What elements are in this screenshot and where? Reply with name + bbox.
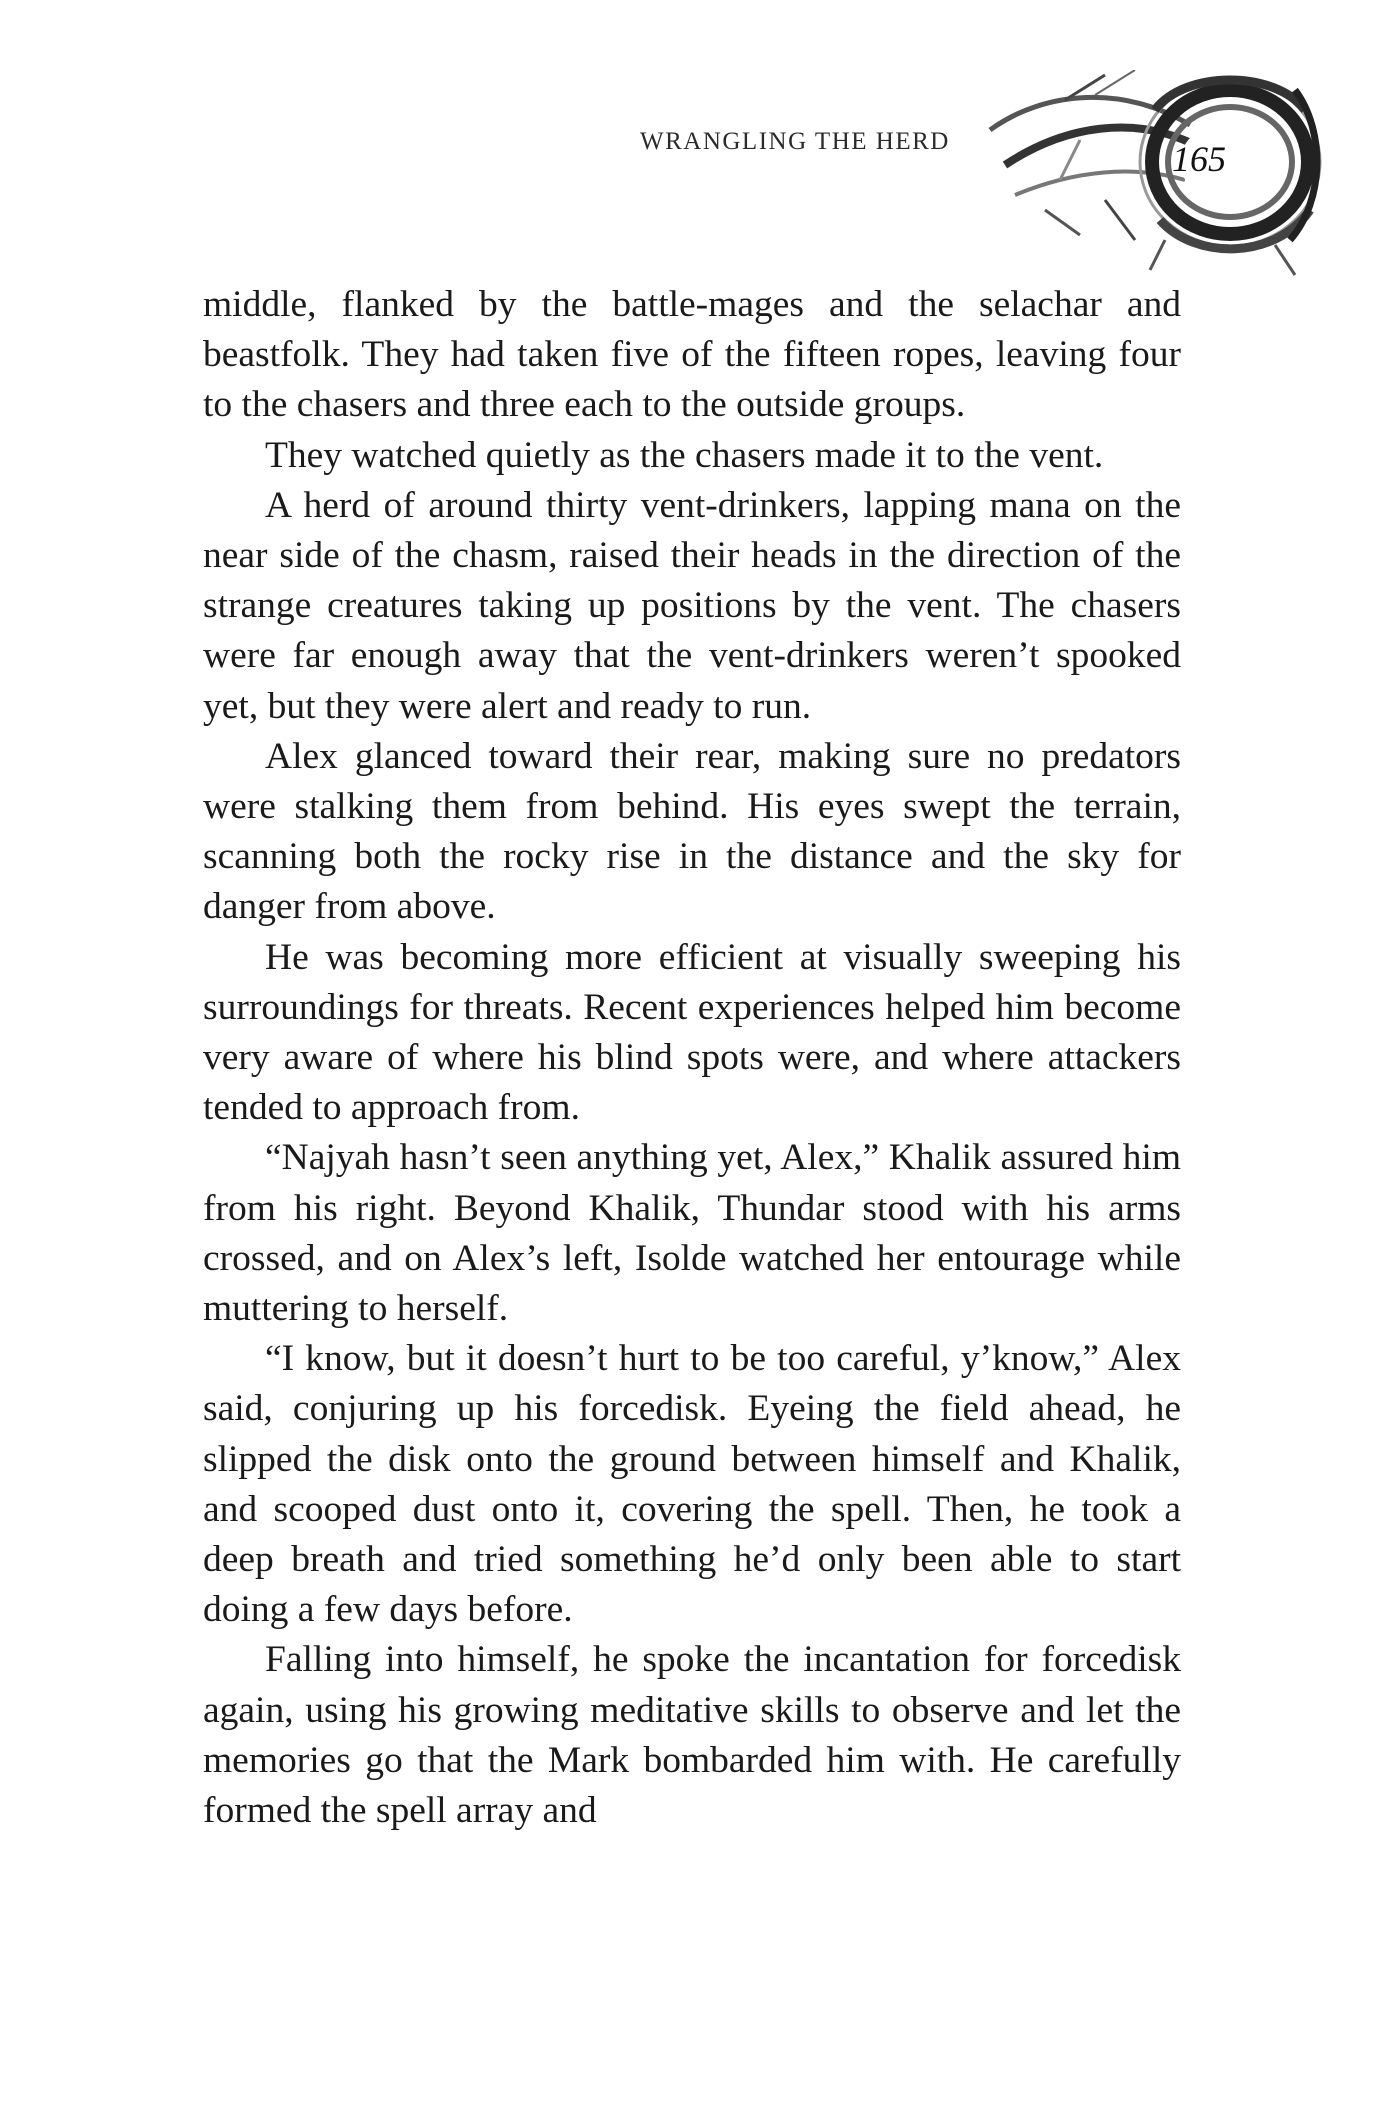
paragraph: A herd of around thirty vent-drinkers, lapping mana on the near side of the chasm, raised their heads in the direction of the strange creatures taking up positions by the vent. The chasers were far enough away that the vent-drinkers weren’t spooked yet, but they were alert and ready to run. <box>203 484 1181 727</box>
paragraph: They watched quietly as the chasers made it to the vent. <box>265 434 1104 476</box>
paragraph: “Najyah hasn’t seen anything yet, Alex,” Khalik assured him from his right. Beyond Khalik, Thundar stood with his arms crossed, and on Alex’s left, Isolde watched her entourage while muttering to herself. <box>203 1137 1181 1330</box>
page-number: 165 <box>1172 139 1226 179</box>
running-head-title: WRANGLING THE HERD <box>640 128 950 155</box>
paragraph: “I know, but it doesn’t hurt to be too careful, y’know,” Alex said, conjuring up his forcedisk. Eyeing the field ahead, he slipped the disk onto the ground between himself and Khalik, and scooped dust onto it, covering the spell. Then, he took a deep breath and tried something he’d only been able to start doing a few days before. <box>203 1338 1181 1631</box>
swirl-ornament-icon <box>985 70 1325 280</box>
body-text <box>203 280 1181 1836</box>
paragraph: Falling into himself, he spoke the incantation for forcedisk again, using his growing meditative skills to observe and let the memories go that the Mark bombarded him with. He carefully formed the spell array and <box>203 1639 1181 1832</box>
paragraph: middle, flanked by the battle-mages and the selachar and beastfolk. They had taken five of the fifteen ropes, leaving four to the chasers and three each to the outside groups. <box>203 284 1181 426</box>
paragraph: He was becoming more efficient at visually sweeping his surroundings for threats. Recent experiences helped him become very aware of where his blind spots were, and where attackers tended to approach from. <box>203 936 1181 1129</box>
paragraph: Alex glanced toward their rear, making sure no predators were stalking them from behind. His eyes swept the terrain, scanning both the rocky rise in the distance and the sky for danger from above. <box>203 735 1181 928</box>
